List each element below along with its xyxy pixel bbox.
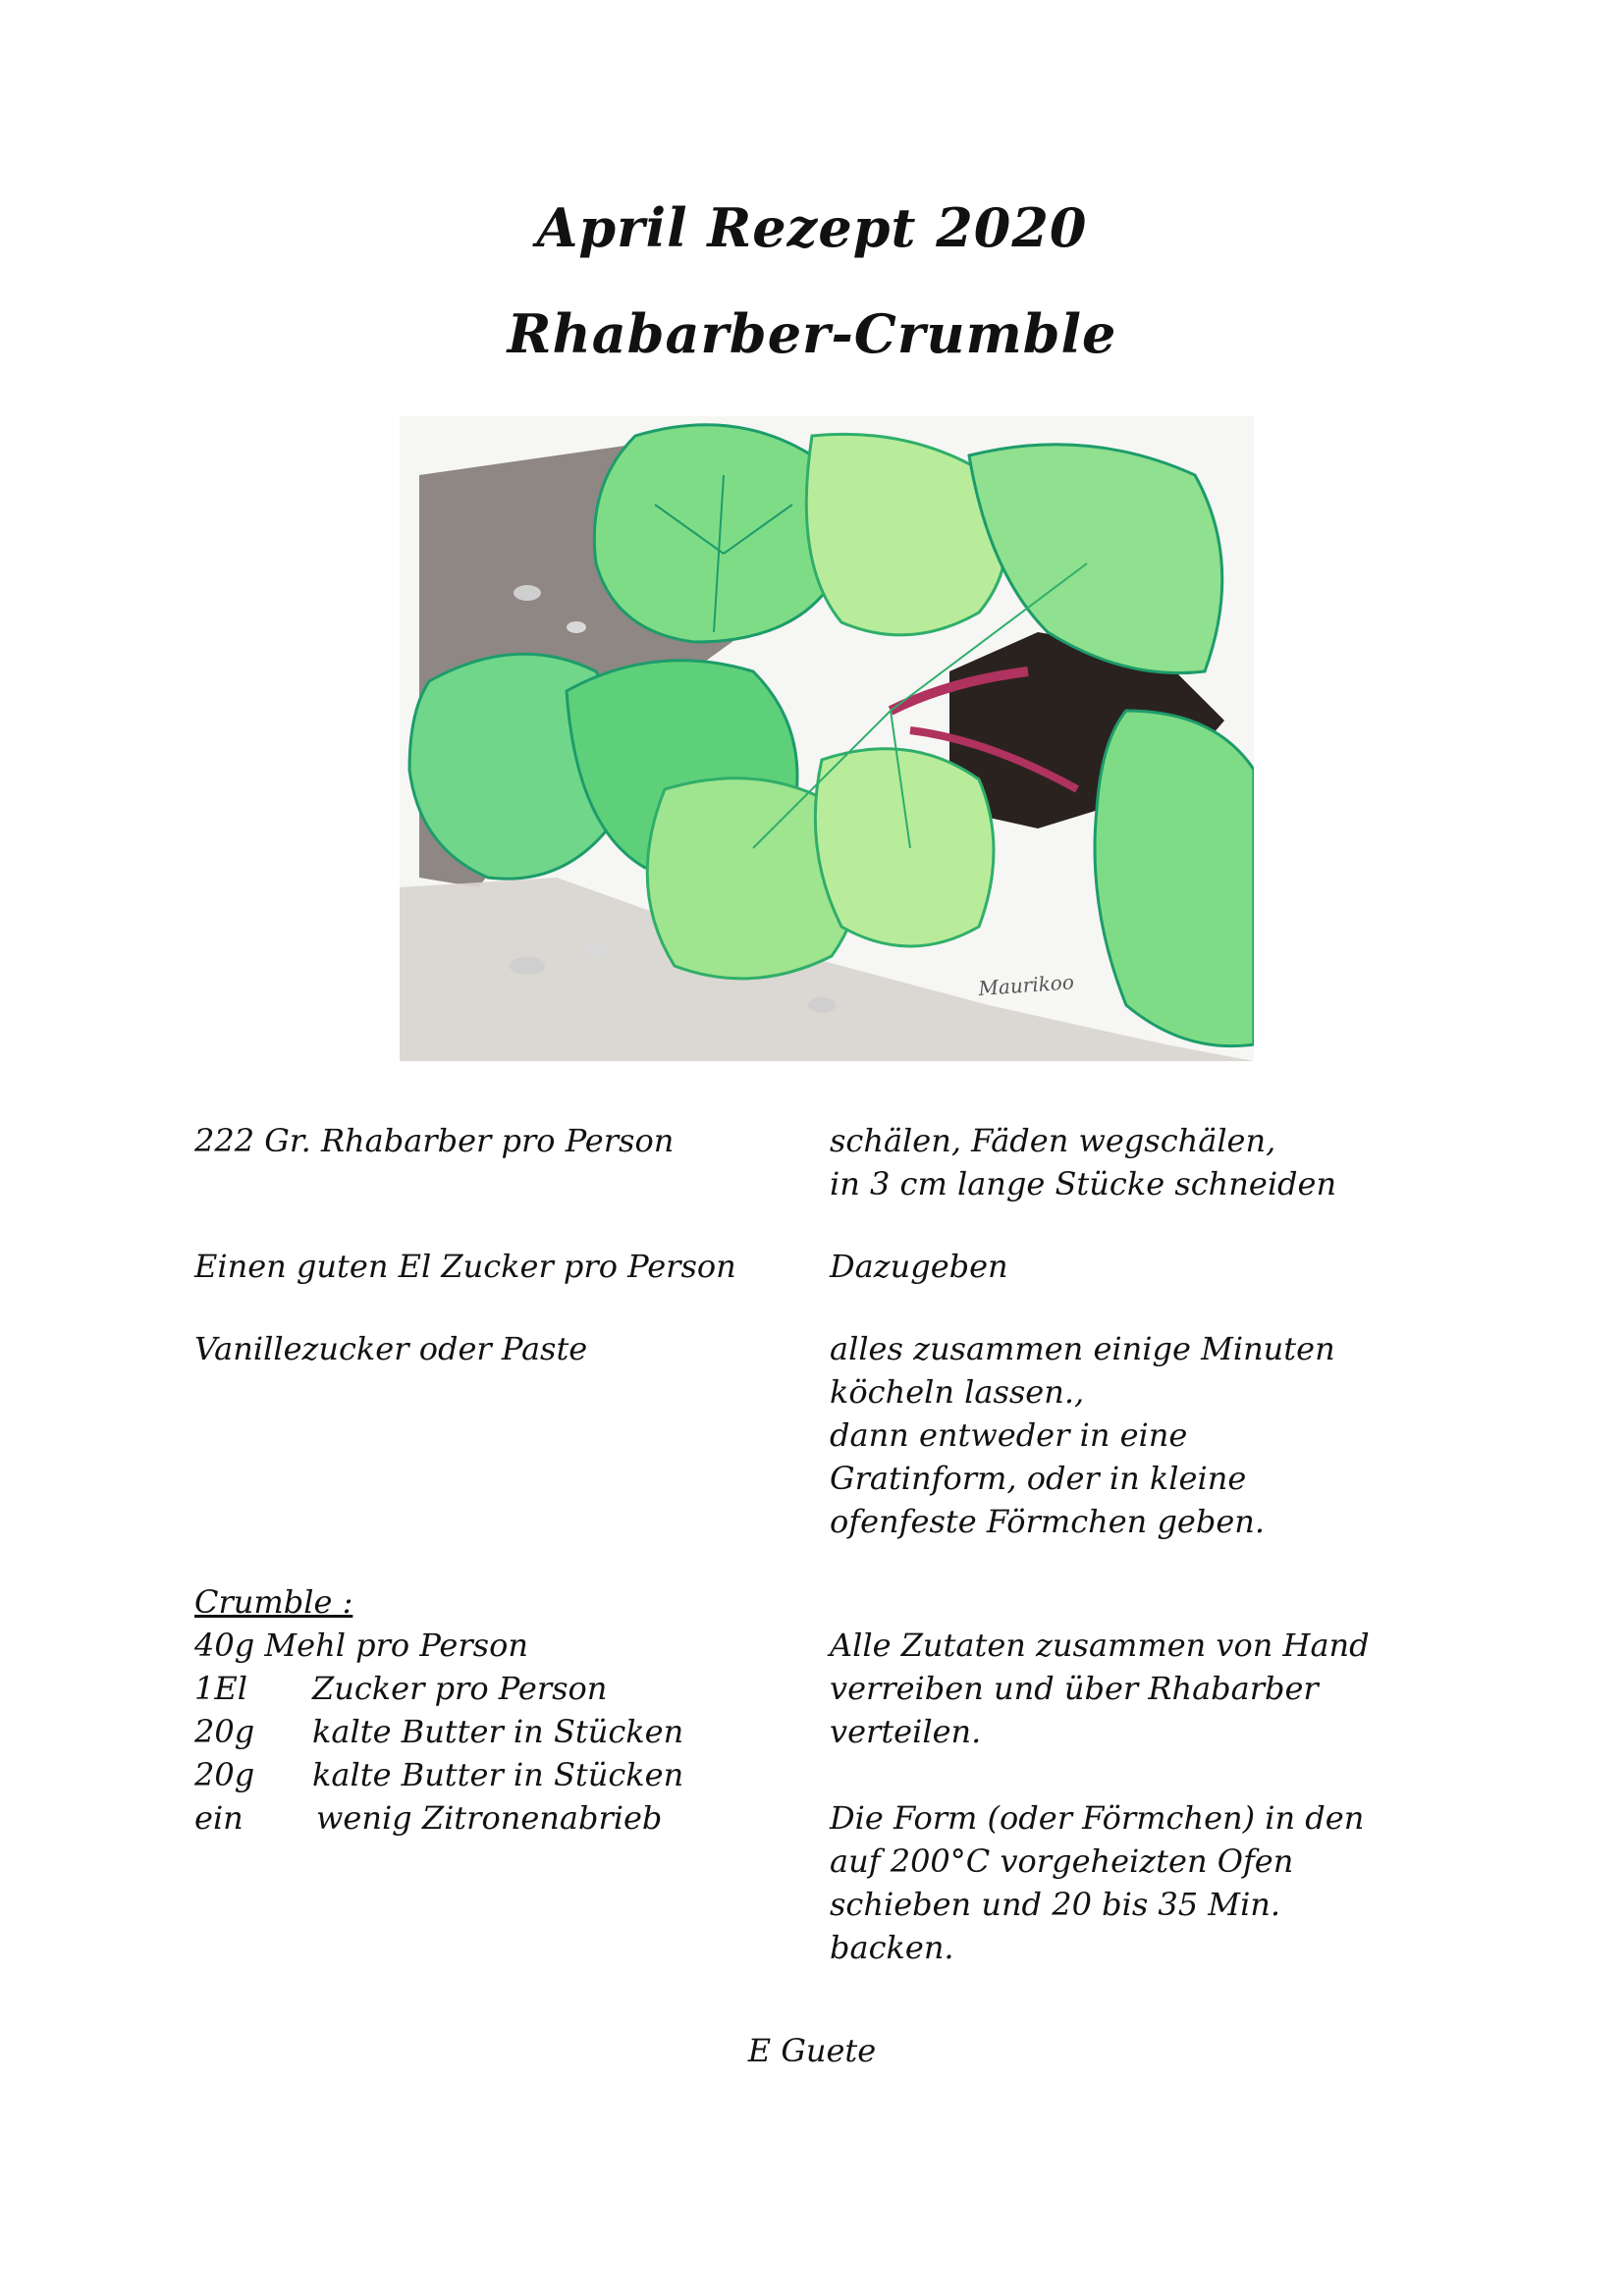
- rhubarb-leaf: [969, 445, 1222, 673]
- crumble-ingredient-item: Zucker pro Person: [312, 1670, 608, 1707]
- crumble-ingredient-item: kalte Butter in Stücken: [312, 1713, 684, 1750]
- instruction-rhubarb-line2: in 3 cm lange Stücke schneiden: [830, 1165, 1337, 1202]
- instruction-cook-line4: Gratinform, oder in kleine: [830, 1460, 1247, 1497]
- ingredient-rhubarb: 222 Gr. Rhabarber pro Person: [194, 1122, 675, 1159]
- crumble-ingredient-amount: ein: [194, 1799, 244, 1837]
- pebble: [514, 585, 541, 601]
- crumble-ingredient-amount: 20g: [194, 1713, 255, 1750]
- rhubarb-leaf: [594, 425, 842, 642]
- instruction-rhubarb-line1: schälen, Fäden wegschälen,: [830, 1122, 1276, 1159]
- bake-instruction-line2: auf 200°C vorgeheizten Ofen: [830, 1842, 1294, 1880]
- bake-instruction-line4: backen.: [830, 1929, 954, 1966]
- crumble-instruction-line1: Alle Zutaten zusammen von Hand: [830, 1627, 1370, 1664]
- instruction-cook-line5: ofenfeste Förmchen geben.: [830, 1503, 1266, 1540]
- artist-signature: Maurikoo: [977, 970, 1075, 1000]
- pebble: [510, 957, 545, 975]
- bake-instruction-line1: Die Form (oder Förmchen) in den: [830, 1799, 1365, 1837]
- pebble: [567, 621, 586, 633]
- rhubarb-leaf: [1095, 711, 1254, 1046]
- recipe-name-title: Rhabarber-Crumble: [507, 302, 1117, 365]
- crumble-ingredient-item: kalte Butter in Stücken: [312, 1756, 684, 1793]
- crumble-instruction-line3: verteilen.: [830, 1713, 982, 1750]
- crumble-ingredient-amount: 20g: [194, 1756, 255, 1793]
- recipe-month-title: April Rezept 2020: [536, 196, 1088, 259]
- rhubarb-leaf: [815, 749, 994, 946]
- crumble-ingredient-amount: 1El: [194, 1670, 247, 1707]
- pebble: [584, 944, 608, 958]
- ingredient-sugar: Einen guten El Zucker pro Person: [194, 1248, 736, 1285]
- rhubarb-illustration: [400, 416, 1254, 1061]
- instruction-cook-line3: dann entweder in eine: [830, 1416, 1188, 1454]
- bake-instruction-line3: schieben und 20 bis 35 Min.: [830, 1886, 1281, 1923]
- pebble: [808, 997, 836, 1013]
- instruction-cook-line2: köcheln lassen.,: [830, 1373, 1085, 1411]
- crumble-ingredient-amount: 40g Mehl pro Person: [194, 1627, 528, 1664]
- closing-greeting: E Guete: [747, 2032, 877, 2069]
- crumble-instruction-line2: verreiben und über Rhabarber: [830, 1670, 1319, 1707]
- crumble-heading: Crumble :: [194, 1583, 353, 1621]
- instruction-sugar: Dazugeben: [830, 1248, 1008, 1285]
- instruction-cook-line1: alles zusammen einige Minuten: [830, 1330, 1335, 1367]
- ingredient-vanilla: Vanillezucker oder Paste: [194, 1330, 588, 1367]
- crumble-ingredient-item: wenig Zitronenabrieb: [316, 1799, 663, 1837]
